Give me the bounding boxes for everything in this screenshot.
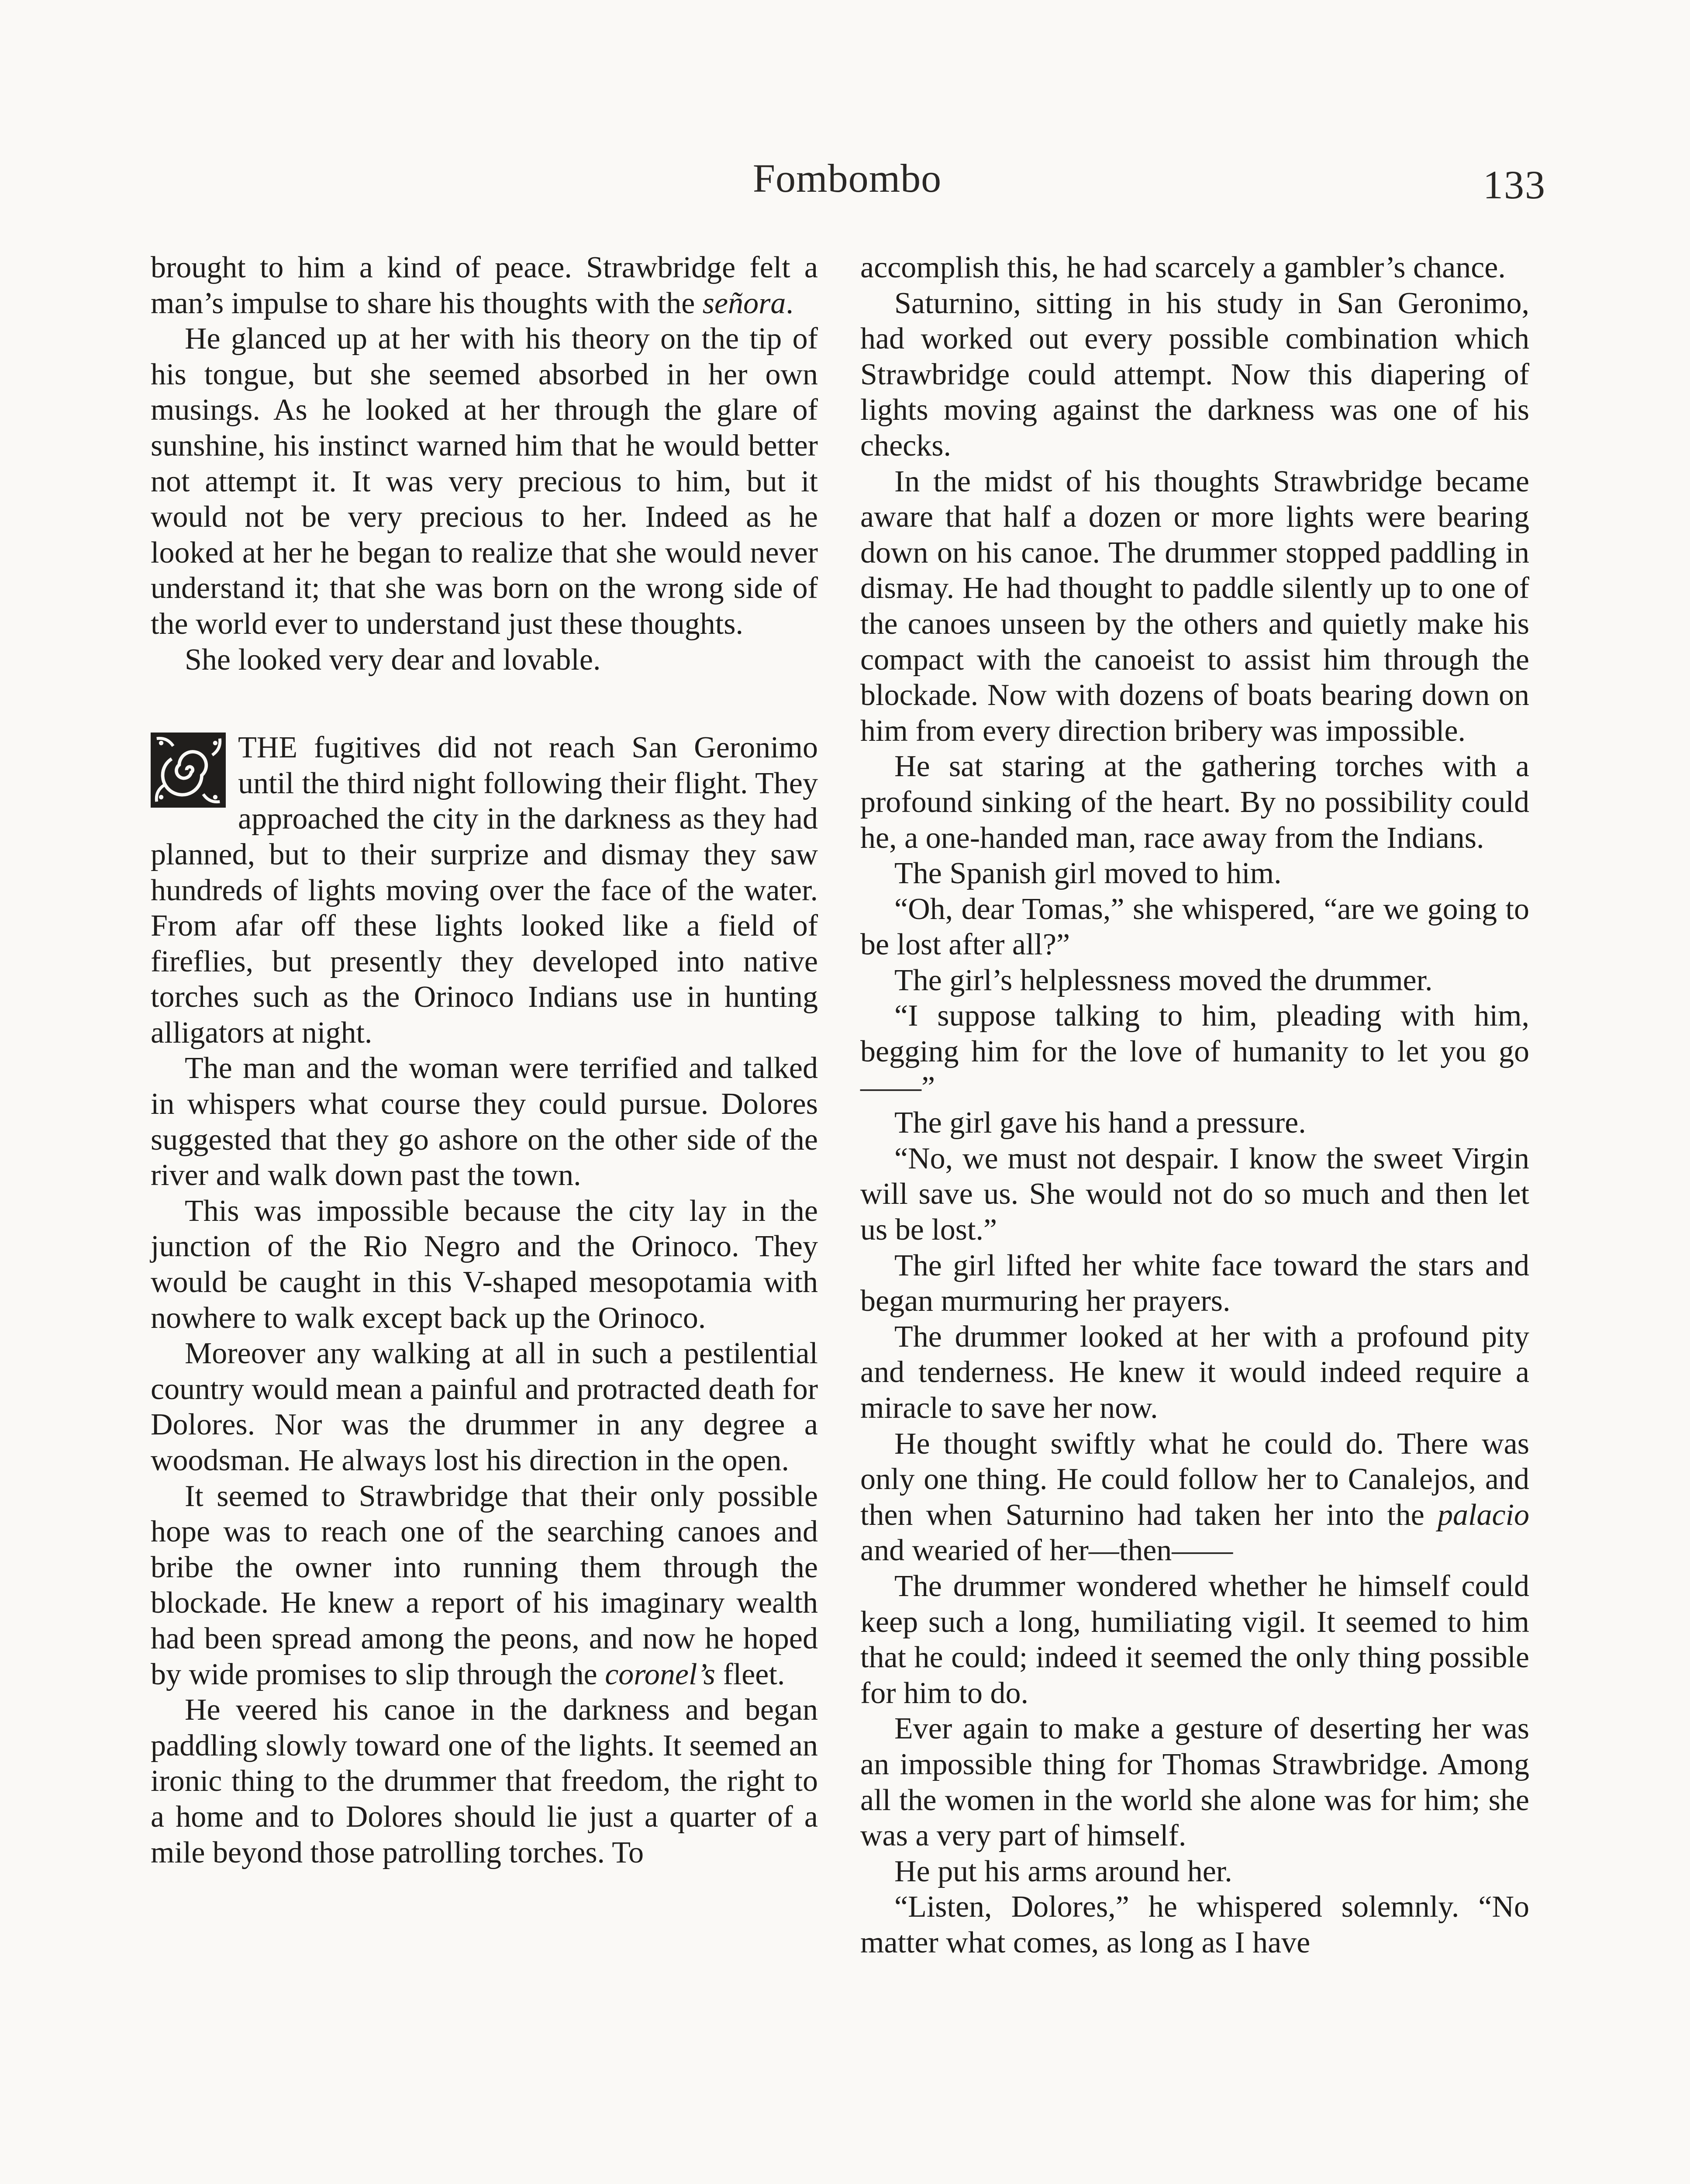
page-number: 133 [1483, 162, 1546, 207]
paragraph [151, 1479, 818, 1693]
paragraph: The drummer looked at her with a profound pity and tenderness. He knew it would indeed require a miracle to save her now. [860, 1320, 1529, 1425]
paragraph-text: It seemed to Strawbridge that their only possible hope was to reach one of the searching canoes and bribe the owner into running them through the blockade. He knew a report of his imaginary wealth had been spread among the peons, and now he hoped by wide promises to slip through the [151, 1479, 818, 1691]
paragraph: The man and the woman were terrified and talked in whispers what course they could pursue. Dolores suggested that they go ashore on the other side of the river and walk down past the town. [151, 1051, 818, 1192]
paragraph-text: brought to him a kind of peace. Strawbridge felt a man’s impulse to share his thoughts with the [151, 251, 818, 320]
paragraph: “I suppose talking to him, pleading with him, begging him for the love of humanity to let you go——” [860, 999, 1529, 1104]
paragraph: This was impossible because the city lay in the junction of the Rio Negro and the Orinoco. They would be caught in this V-shaped mesopotamia with nowhere to walk except back up the Orinoco. [151, 1194, 818, 1335]
left-column [151, 250, 818, 1870]
section-opening [151, 730, 818, 1051]
paragraph: The girl lifted her white face toward the stars and began murmuring her prayers. [860, 1248, 1529, 1318]
paragraph: He sat staring at the gathering torches with a profound sinking of the heart. By no possibility could he, a one-handed man, race away from the Indians. [860, 750, 1529, 855]
paragraph: “Listen, Dolores,” he whispered solemnly. “No matter what comes, as long as I have [860, 1890, 1529, 1959]
italic-word: coronel’s [605, 1657, 715, 1691]
paragraph: “Oh, dear Tomas,” she whispered, “are we going to be lost after all?” [860, 892, 1529, 962]
paragraph: He veered his canoe in the darkness and began paddling slowly toward one of the lights. It seemed an ironic thing to the drummer that freedom, the right to a home and to Dolores should lie just a quarter of a mile beyond those patrolling torches. To [151, 1693, 818, 1870]
paragraph-text: . [786, 286, 793, 320]
italic-word: palacio [1438, 1498, 1529, 1532]
section-break [151, 677, 818, 730]
running-title: Fombombo [752, 156, 942, 200]
paragraph: accomplish this, he had scarcely a gambler’s chance. [860, 251, 1506, 284]
italic-word: señora [702, 286, 786, 320]
paragraph: Moreover any walking at all in such a pestilential country would mean a painful and protracted death for Dolores. Nor was the drummer in any degree a woodsman. He always lost his direction in the open. [151, 1337, 818, 1477]
paragraph-text: He thought swiftly what he could do. There was only one thing. He could follow her to Canalejos, and then when Saturnino had taken her into the [860, 1427, 1529, 1532]
paragraph: THE fugitives did not reach San Geronimo until the third night following their flight. They approached the city in the darkness as they had planned, but to their surprize and dismay they saw hundreds of lights moving over the face of the water. From afar off these lights looked like a field of fireflies, but presently they developed into native torches such as the Orinoco Indians use in hunting alligators at night. [151, 731, 818, 1050]
paragraph: “No, we must not despair. I know the sweet Virgin will save us. She would not do so much and then let us be lost.” [860, 1141, 1529, 1247]
paragraph [860, 1426, 1529, 1569]
paragraph [151, 250, 818, 321]
paragraph: The girl gave his hand a pressure. [894, 1106, 1306, 1140]
paragraph: He put his arms around her. [894, 1854, 1232, 1888]
paragraph: In the midst of his thoughts Strawbridge became aware that half a dozen or more lights were bearing down on his canoe. The drummer stopped paddling in dismay. He had thought to paddle silently up to one of the canoes unseen by the others and quietly make his compact with the canoeist to assist him through the blockade. Now with dozens of boats bearing down on him from every direction bribery was impossible. [860, 464, 1529, 748]
right-column [860, 250, 1529, 1961]
paragraph: She looked very dear and lovable. [185, 643, 601, 677]
paragraph: The drummer wondered whether he himself could keep such a long, humiliating vigil. It seemed to him that he could; indeed it seemed the only thing possible for him to do. [860, 1569, 1529, 1710]
ornamental-swirl-icon [151, 733, 226, 808]
paragraph: Ever again to make a gesture of deserting her was an impossible thing for Thomas Strawbridge. Among all the women in the world she alone was for him; she was a very part of himself. [860, 1712, 1529, 1853]
paragraph-text: fleet. [715, 1657, 785, 1691]
paragraph: He glanced up at her with his theory on the tip of his tongue, but she seemed absorbed in her own musings. As he looked at her through the glare of sunshine, his instinct warned him that he would better not attempt it. It was very precious to him, but it would not be very precious to her. Indeed as he looked at her he began to realize that she would never understand it; that she was born on the wrong side of the world ever to understand just these thoughts. [151, 322, 818, 641]
paragraph: Saturnino, sitting in his study in San Geronimo, had worked out every possible combination which Strawbridge could attempt. Now this diapering of lights moving against the darkness was one of his checks. [860, 286, 1529, 463]
paragraph: The Spanish girl moved to him. [894, 857, 1282, 891]
paragraph-text: and wearied of her—then—— [860, 1534, 1233, 1568]
paragraph: The girl’s helplessness moved the drummer. [894, 963, 1433, 997]
